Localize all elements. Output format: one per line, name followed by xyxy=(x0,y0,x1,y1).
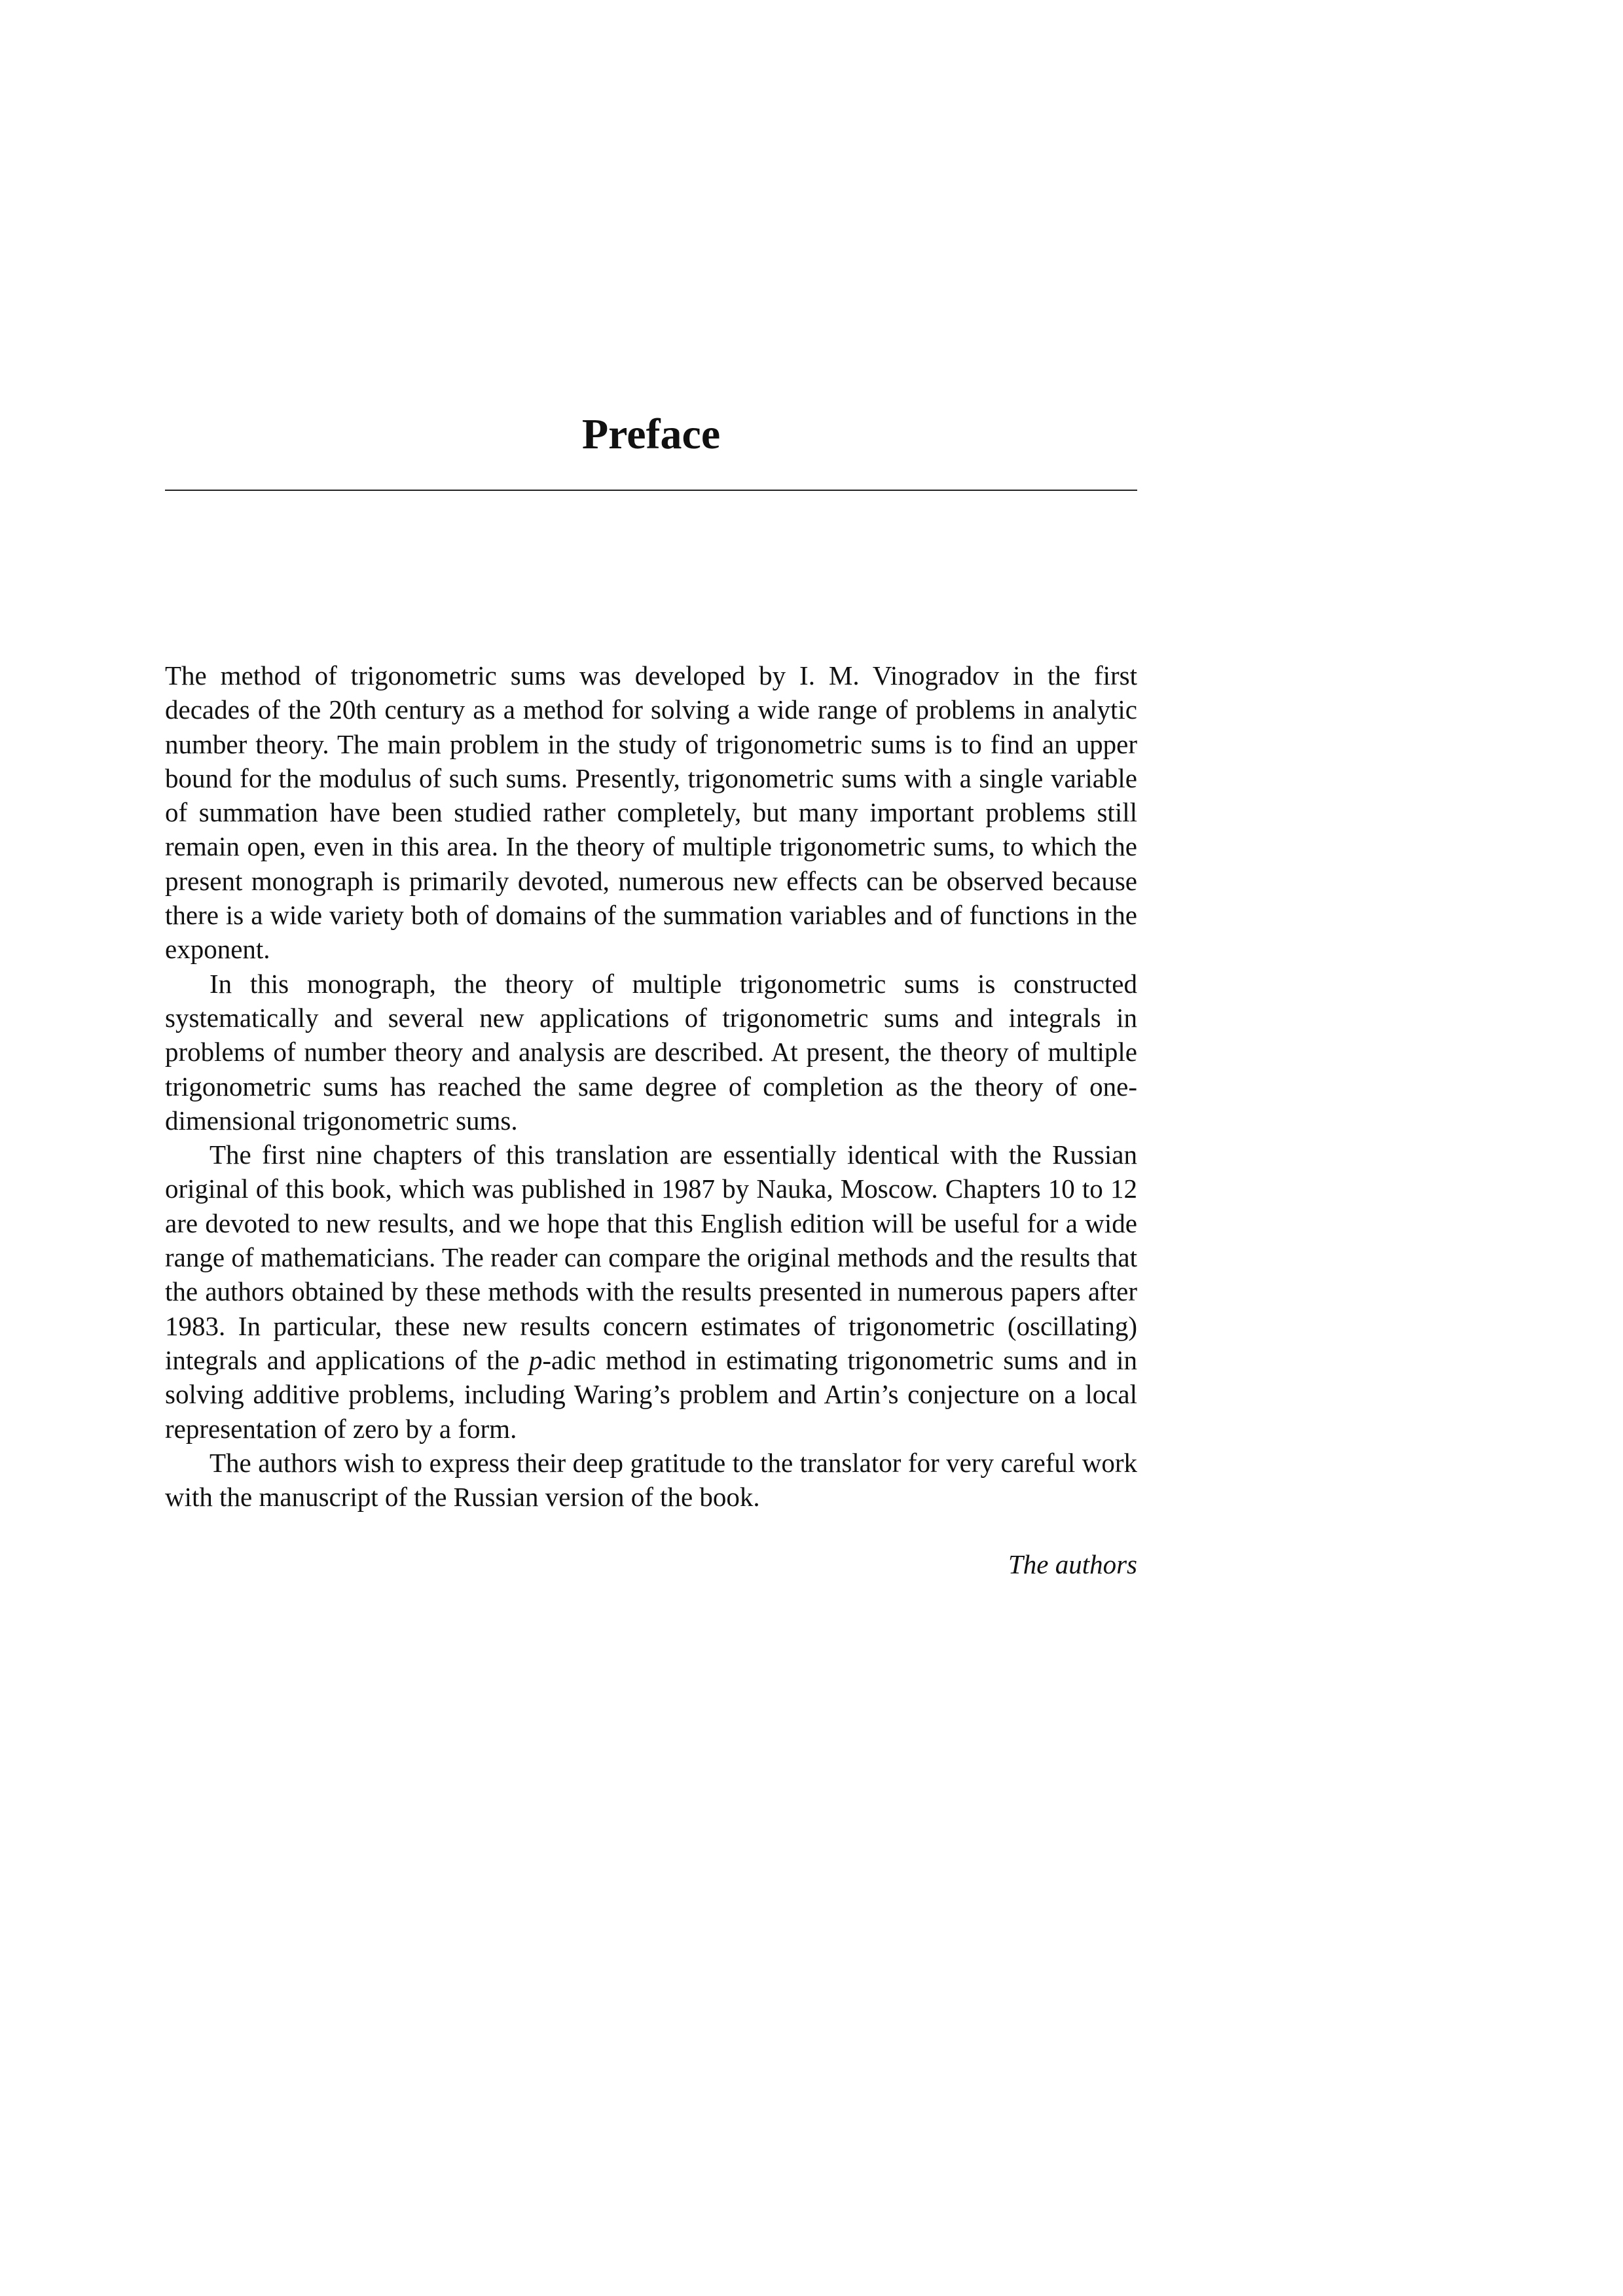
paragraph-1 xyxy=(165,658,1137,967)
preface-body xyxy=(165,658,1137,1514)
signature: The authors xyxy=(1008,1549,1137,1579)
paragraph-4 xyxy=(165,1446,1137,1515)
paragraph-2-text: In this monograph, the theory of multiple trigonometric sums is constructed systematically and several new applications of trigonometric sums and integrals in problems of number theory and analysis are described. At present, the theory of multiple trigonometric sums has reached the same degree of completion as the theory of one-dimensional trigonometric sums. xyxy=(165,968,1137,1136)
paragraph-3-text-after: -adic method in estimating trigonometric sums and in solving additive problems, including Waring’s problem and Artin’s conjecture on a local representation of zero by a form. xyxy=(165,1344,1138,1444)
paragraph-3 xyxy=(165,1138,1137,1446)
paragraph-2 xyxy=(165,967,1137,1138)
paragraph-1-text: The method of trigonometric sums was developed by I. M. Vinogradov in the first decades of the 20th century as a method for solving a wide range of problems in analytic number theory. The main problem in the study of trigonometric sums is to find an upper bound for the modulus of such sums. Presently, trigonometric sums with a single variable of summation have been studied rather completely, but many important problems still remain open, even in this area. In the theory of multiple trigonometric sums, to which the present monograph is primarily devoted, numerous new effects can be observed because there is a wide variety both of domains of the summation variables and of functions in the exponent. xyxy=(165,660,1137,965)
paragraph-4-text: The authors wish to express their deep gratitude to the translator for very careful work with the manuscript of the Russian version of the book. xyxy=(165,1447,1137,1513)
page-title: Preface xyxy=(581,410,721,458)
p-adic-variable: p xyxy=(528,1344,543,1375)
title-rule xyxy=(165,490,1137,491)
paragraph-3-text-before: The first nine chapters of this translation are essentially identical with the Russian original of this book, which was published in 1987 by Nauka, Moscow. Chapters 10 to 12 are devoted to new results, and we hope that this English edition will be useful for a wide range of mathematicians. The reader can compare the original methods and the results that the authors obtained by these methods with the results presented in numerous papers after 1983. In particular, these new results concern estimates of trigonometric (oscillating) integrals and applications of the xyxy=(165,1139,1137,1375)
